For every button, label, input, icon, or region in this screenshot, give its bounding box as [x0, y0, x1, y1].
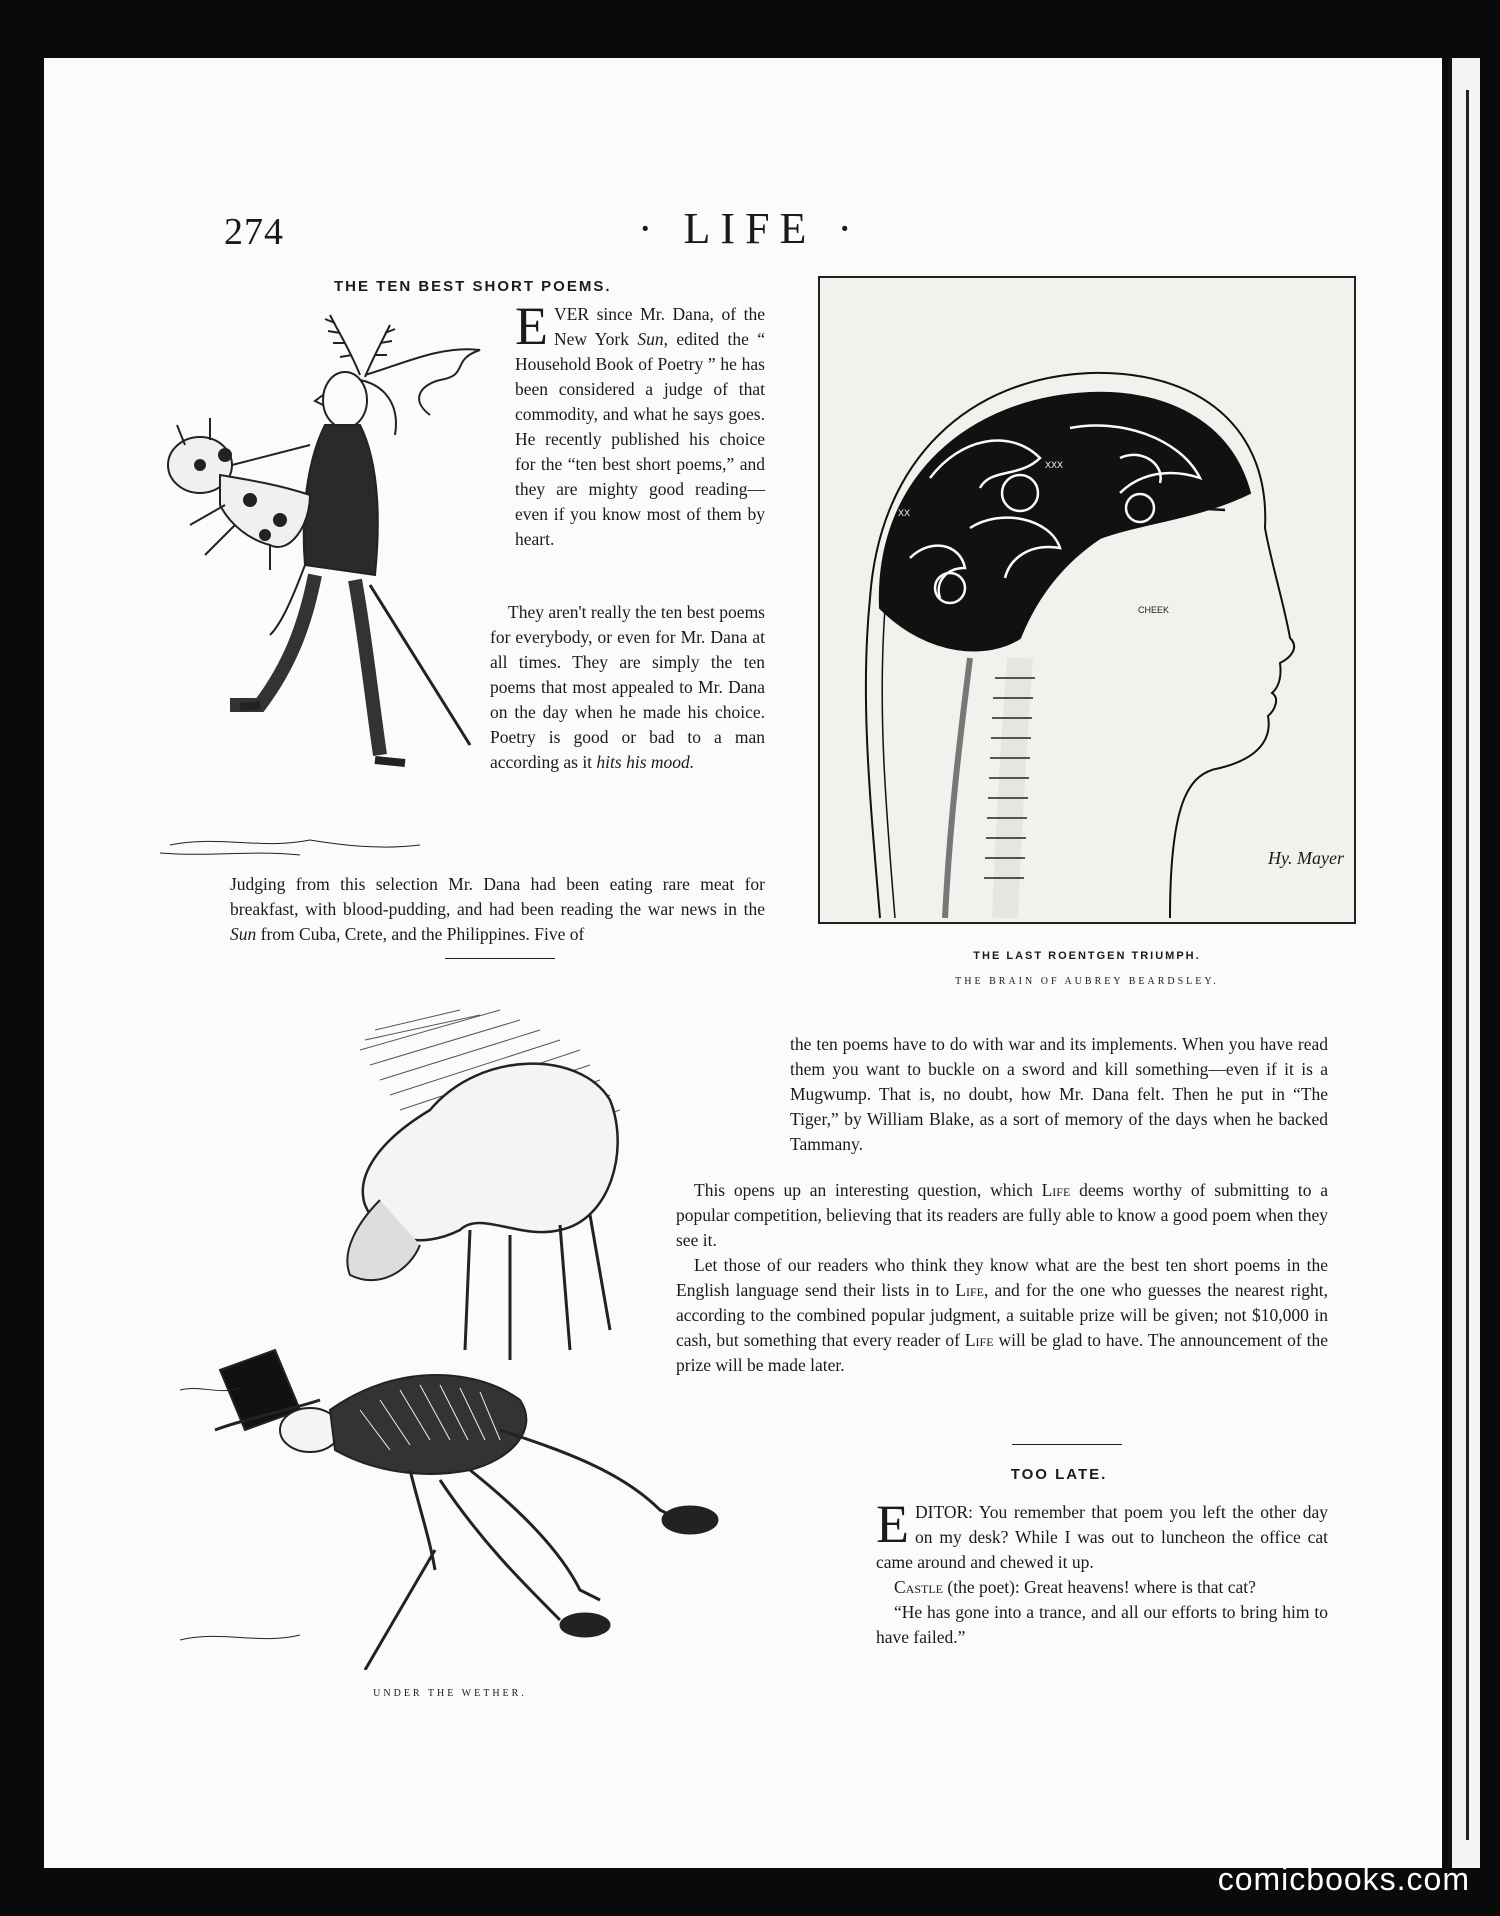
roentgen-caption-sub: THE BRAIN OF AUBREY BEARDSLEY.	[955, 976, 1219, 987]
masthead: · LIFE ·	[637, 204, 863, 253]
brain-label-xx: XX	[898, 508, 911, 518]
paragraph-war-poems: the ten poems have to do with war and its implements. When you have read them you want to buckle on a sword and kill something—even if it is a Mugwump. That is, no doubt, how Mr. Dana felt. Then he put in “The Tiger,” by William Blake, as a sort of memory of the days when he backed Tammany.	[790, 1034, 1328, 1154]
too-late-body	[876, 1494, 1328, 1650]
too-late-title: TOO LATE.	[1010, 1466, 1108, 1483]
drop-cap: E	[515, 296, 548, 356]
p5-rest: , and for the one who guesses the nearest right, according to the combined popular judgment, a suitable prize will be given; not $10,000 in cash, but something that every reader of	[676, 1280, 1329, 1350]
p2-lead: They aren't really the ten best poems for everybody, or even for Mr. Dana at all times. They are simply the ten poems that most appealed to Mr. Dana on the day when he made his choice. Poetry is good or bad to a man according as it	[490, 602, 765, 772]
p5-life: Life	[955, 1280, 984, 1300]
p1-rest: , edited the “ Household Book of Poetry ” he has been considered a judge of that commodity, and what he says goes. He recently published his choice for the “ten best short poems,” and they are mighty good reading—even if you know most of them by heart.	[515, 329, 766, 549]
xray-head-illustration	[820, 278, 1354, 922]
artist-signature: Hy. Mayer	[1268, 848, 1344, 868]
p5-life-2: Life	[964, 1330, 994, 1350]
too-late-p1: DITOR: You remember that poem you left the other day on my desk? While I was out to luncheon the office cat came around and chewed it up.	[876, 1502, 1328, 1572]
p5-lead: Let those of our readers who think they know what are the best ten short poems in the English language send their lists in to	[676, 1255, 1328, 1300]
cheek-label: CHEEK	[1138, 605, 1170, 615]
castle-name: Castle	[894, 1577, 944, 1597]
p4-life: Life	[1041, 1180, 1071, 1200]
p5-end: will be glad to have. The announcement of the prize will be made later.	[676, 1330, 1328, 1375]
p1-lead: VER since Mr. Dana, of the New York	[554, 304, 765, 349]
article-body-second	[490, 600, 765, 775]
p4-rest: deems worthy of submitting to a popular competition, believing that its readers are fully able to know a good poem when they see it.	[676, 1180, 1328, 1250]
article-body-third	[230, 872, 765, 947]
sun-title-2: Sun	[230, 924, 257, 944]
poet-hobby-horse-illustration	[140, 305, 520, 865]
wether-caption: UNDER THE WETHER.	[373, 1688, 527, 1699]
site-watermark: comicbooks.com	[1217, 1861, 1470, 1897]
section-rule-2	[1012, 1444, 1122, 1445]
roentgen-frame	[818, 276, 1356, 924]
p4-lead: This opens up an interesting question, which	[694, 1180, 1042, 1200]
too-late-drop-cap: E	[876, 1494, 909, 1554]
p2-mid: Judging from this selection Mr. Dana had been eating rare meat for breakfast, with blood-pudding, and had been reading the war news in the	[230, 874, 765, 919]
p2-emphasis: hits his mood.	[596, 752, 695, 772]
p2-end: from Cuba, Crete, and the Philippines. Five of	[256, 924, 585, 944]
too-late-p3: “He has gone into a trance, and all our efforts to bring him to have failed.”	[876, 1602, 1328, 1647]
brain-label-xxx: XXX	[1045, 460, 1064, 470]
binding-line	[1466, 90, 1469, 1840]
page-number: 274	[224, 211, 284, 253]
article-body-continued	[790, 1032, 1328, 1157]
roentgen-caption-title: THE LAST ROENTGEN TRIUMPH.	[973, 950, 1201, 962]
section-rule	[445, 958, 555, 959]
facing-page-edge	[1448, 58, 1480, 1868]
sun-title: Sun	[637, 329, 664, 349]
article-body-competition	[676, 1178, 1328, 1378]
too-late-p2: (the poet): Great heavens! where is that cat?	[943, 1577, 1256, 1597]
article-title: THE TEN BEST SHORT POEMS.	[334, 278, 612, 295]
article-body-top	[515, 296, 766, 552]
